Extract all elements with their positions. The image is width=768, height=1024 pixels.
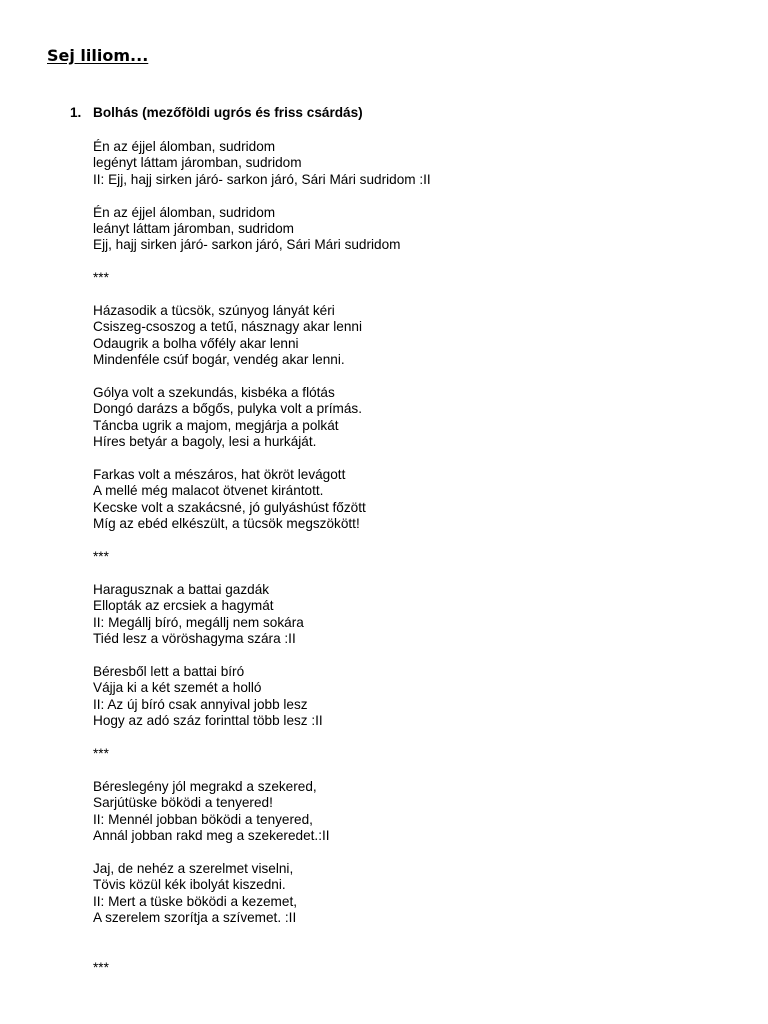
verse-line: Én az éjjel álomban, sudridom <box>93 204 276 220</box>
verse-line: II: Megállj bíró, megállj nem sokára <box>93 614 304 630</box>
verse-line: II: Az új bíró csak annyival jobb lesz <box>93 696 308 712</box>
verse-line: Jaj, de nehéz a szerelmet viselni, <box>93 860 294 876</box>
verse-line: II: Mert a tüske böködi a kezemet, <box>93 893 297 909</box>
verse-line: Dongó darázs a bőgős, pulyka volt a prímás. <box>93 401 363 417</box>
verse-line: Házasodik a tücsök, szúnyog lányát kéri <box>93 303 335 319</box>
verse-line: Táncba ugrik a majom, megjárja a polkát <box>93 417 339 433</box>
verse-line: Míg az ebéd elkészült, a tücsök megszökött! <box>93 516 360 532</box>
stanza-gap <box>93 647 431 663</box>
separator-text: *** <box>93 960 109 976</box>
verse-line: Ejj, hajj sirken járó- sarkon járó, Sári Mári sudridom <box>93 237 401 253</box>
verse-line: Sarjútüske böködi a tenyered! <box>93 795 273 811</box>
stanza-gap <box>93 451 431 467</box>
verse-line: Béreslegény jól megrakd a szekered, <box>93 778 317 794</box>
verse-line: Tiéd lesz a vöröshagyma szára :II <box>93 631 296 647</box>
verse-line: Gólya volt a szekundás, kisbéka a flótás <box>93 385 335 401</box>
verse-line: Haragusznak a battai gazdák <box>93 581 270 597</box>
stanza-gap <box>93 762 431 778</box>
stanza <box>93 467 431 533</box>
stanza-gap <box>93 844 431 860</box>
verse-line: Én az éjjel álomban, sudridom <box>93 139 276 154</box>
section-heading <box>70 104 363 121</box>
verse-line: Odaugrik a bolha vőfély akar lenni <box>93 335 299 351</box>
verse-line: II: Mennél jobban böködi a tenyered, <box>93 811 313 827</box>
stanza-gap <box>93 188 431 204</box>
verse-line: Béresből lett a battai bíró <box>93 663 245 679</box>
verse-line: leányt láttam járomban, sudridom <box>93 221 294 237</box>
section-separator <box>93 270 431 286</box>
stanza-gap <box>93 533 431 549</box>
section-separator <box>93 549 431 565</box>
stanza-gap <box>93 369 431 385</box>
verse-line: Farkas volt a mészáros, hat ökröt levágott <box>93 467 346 483</box>
stanza-gap <box>93 254 431 270</box>
section-separator <box>93 746 431 762</box>
stanza-gap <box>93 287 431 303</box>
separator-text: *** <box>93 549 109 565</box>
verse-line: Vájja ki a két szemét a holló <box>93 680 262 696</box>
lyrics-body <box>93 139 431 977</box>
stanza-gap <box>93 730 431 746</box>
verse-line: A szerelem szorítja a szívemet. :II <box>93 909 297 925</box>
stanza <box>93 779 431 845</box>
verse-line: legényt láttam járomban, sudridom <box>93 155 302 171</box>
verse-line: Hogy az adó száz forinttal több lesz :II <box>93 713 323 729</box>
stanza <box>93 139 431 188</box>
verse-line: Ellopták az ercsiek a hagymát <box>93 598 274 614</box>
stanza <box>93 582 431 648</box>
verse-line: II: Ejj, hajj sirken járó- sarkon járó, Sári Mári sudridom :II <box>93 171 431 187</box>
document-title: Sej liliom... <box>47 46 149 65</box>
separator-text: *** <box>93 745 109 761</box>
verse-line: Csiszeg-csoszog a tetű, násznagy akar lenni <box>93 319 362 335</box>
stanza <box>93 664 431 730</box>
stanza-gap <box>93 565 431 581</box>
section-title: Bolhás (mezőföldi ugrós és friss csárdás) <box>93 105 363 120</box>
verse-line: Híres betyár a bagoly, lesi a hurkáját. <box>93 434 317 450</box>
stanza <box>93 205 431 254</box>
section-number: 1. <box>70 105 82 120</box>
section-separator <box>93 960 431 976</box>
stanza <box>93 385 431 451</box>
verse-line: Tövis közül kék ibolyát kiszedni. <box>93 877 286 893</box>
separator-text: *** <box>93 270 109 286</box>
stanza <box>93 303 431 369</box>
verse-line: Kecske volt a szakácsné, jó gulyáshúst főzött <box>93 499 366 515</box>
verse-line: Mindenféle csúf bogár, vendég akar lenni. <box>93 352 345 368</box>
stanza <box>93 861 431 927</box>
verse-line: Annál jobban rakd meg a szekeredet.:II <box>93 827 330 843</box>
verse-line: A mellé még malacot ötvenet kirántott. <box>93 483 324 499</box>
stanza-gap <box>93 926 431 960</box>
